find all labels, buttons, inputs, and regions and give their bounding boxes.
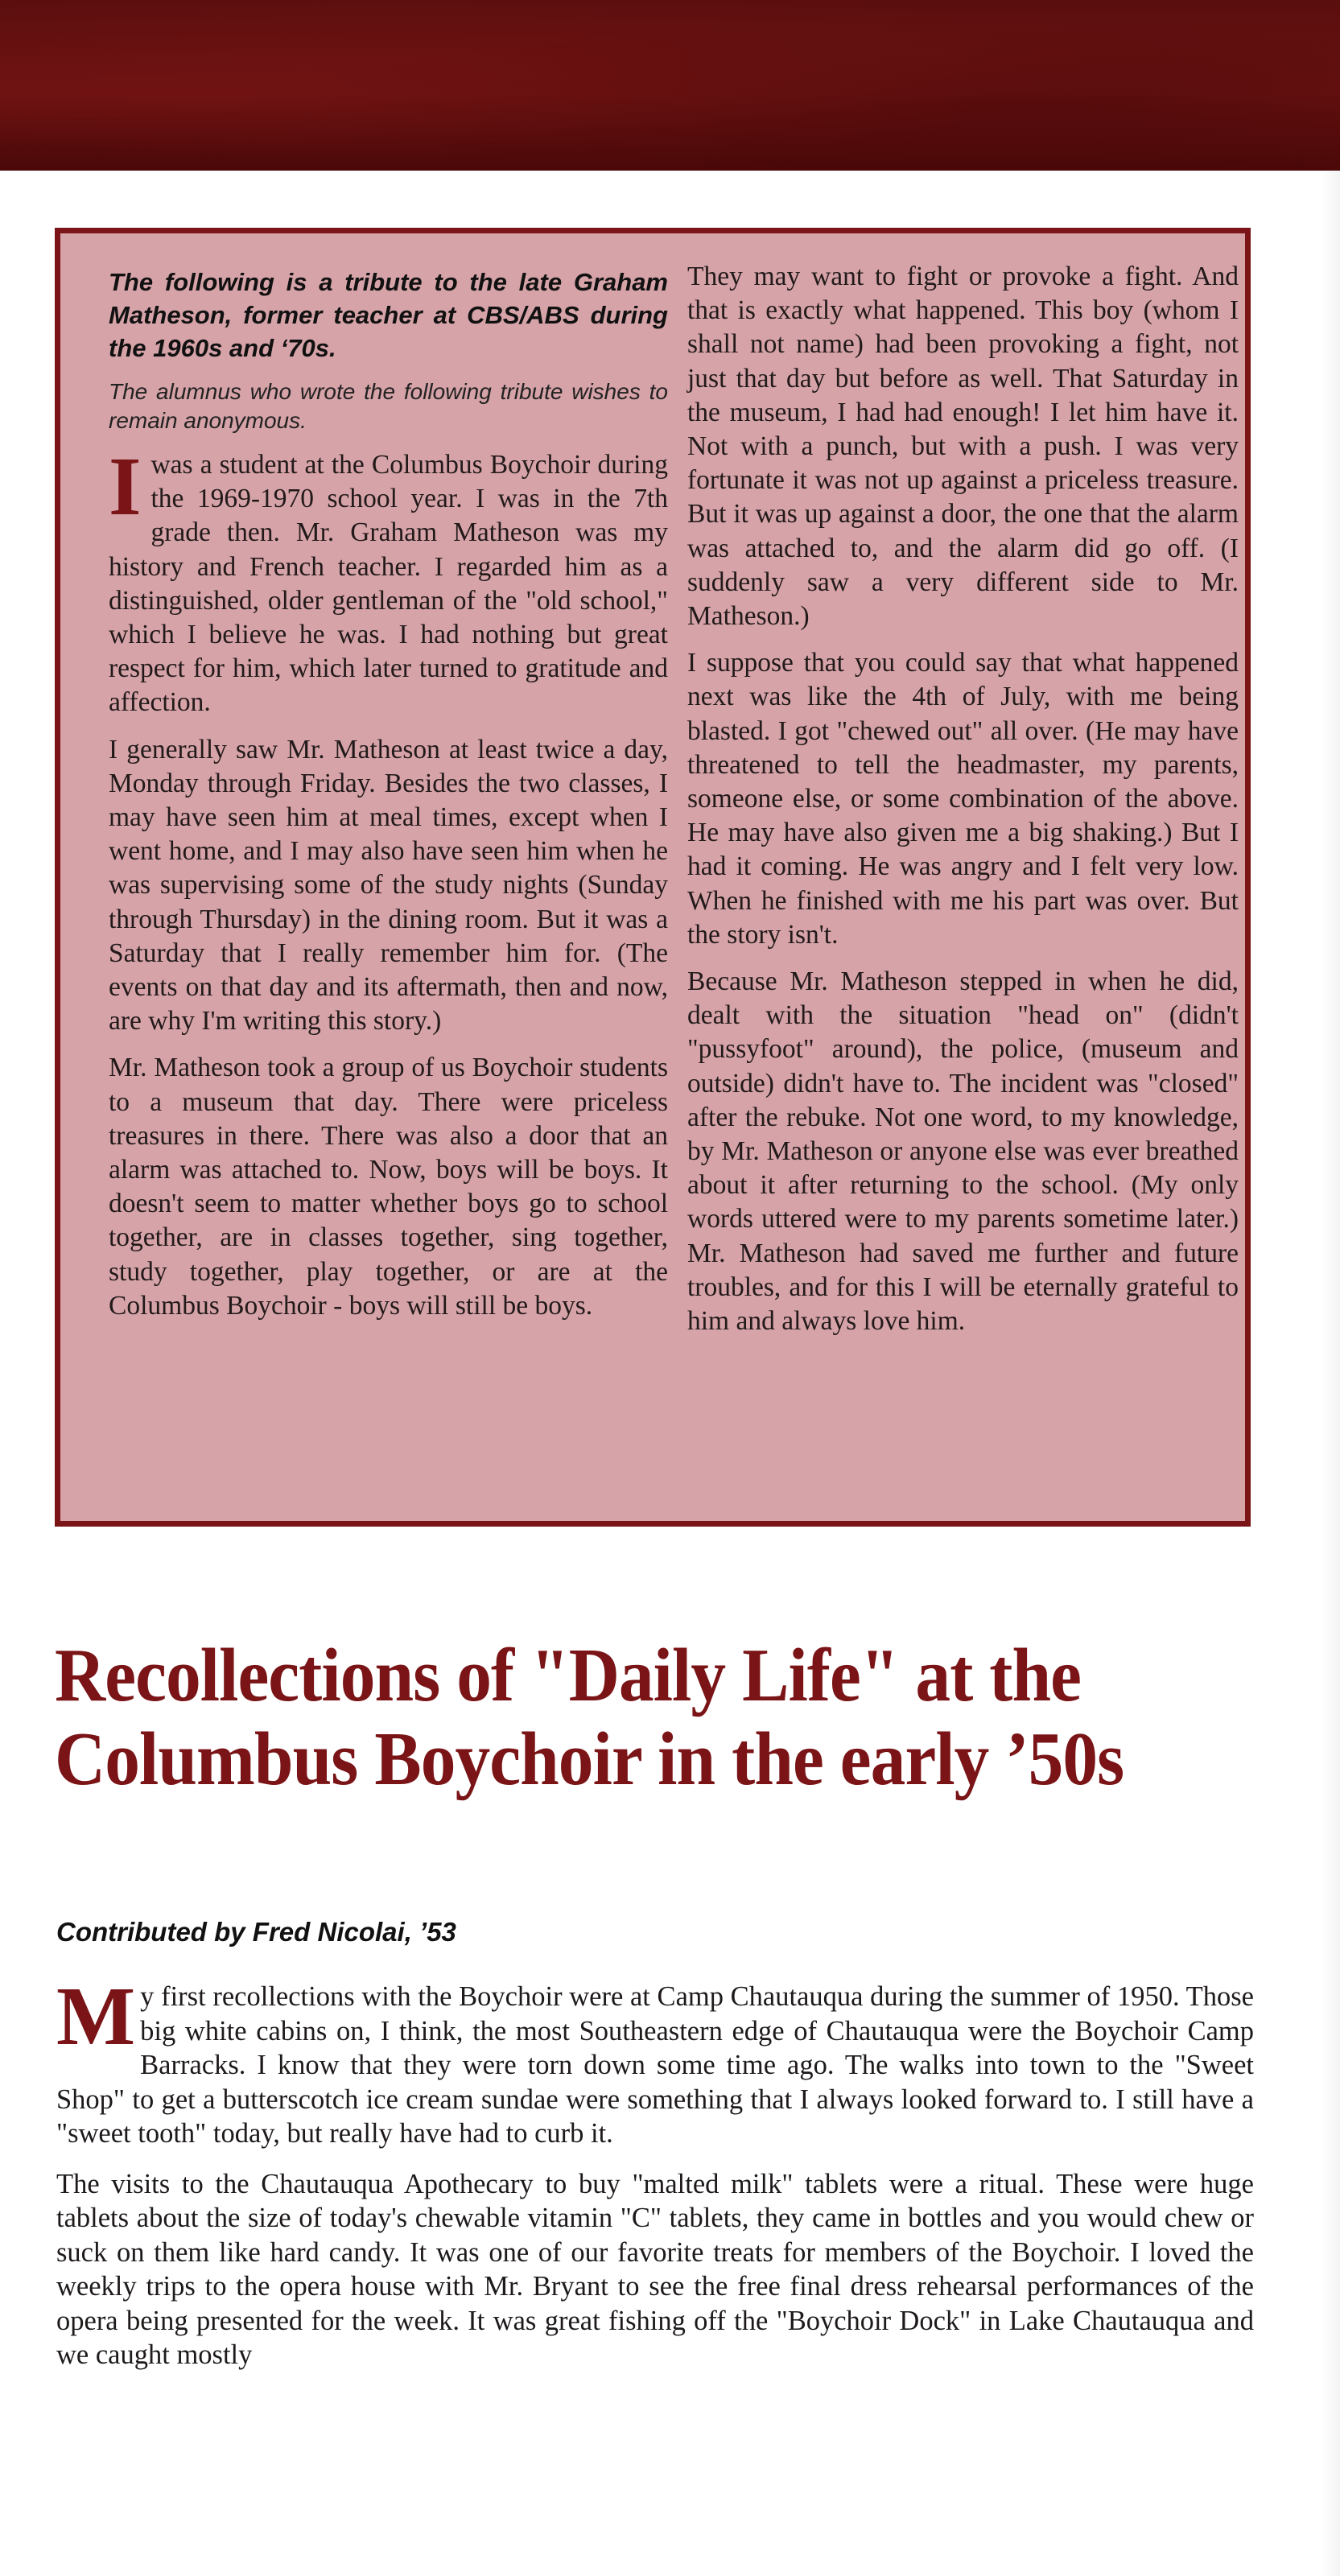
article-paragraph-1	[56, 1970, 1254, 2151]
tribute-anonymous-note: The alumnus who wrote the following tribute wishes to remain anonymous.	[109, 379, 668, 433]
tribute-paragraph-1-text: was a student at the Columbus Boychoir during the 1969-1970 school year. I was in the 7th grade then. Mr. Graham Matheson was my history and French teacher. I regarded him as a distinguished, older gentleman of the "old school," which I believe he was. I had nothing but great respect for him, which later turned to gratitude and affection.	[109, 450, 668, 718]
page-edge	[1321, 171, 1340, 2576]
tribute-paragraph-5: I suppose that you could say that what happened next was like the 4th of July, with me being blasted. I got "chewed out" all over. (He may have threatened to tell the headmaster, my parents, someone else, or some combination of the above. He may have also given me a big shaking.) But I had it coming. He was angry and I felt very low. When he finished with me his part was over. But the story isn't.	[687, 648, 1239, 950]
tribute-paragraph-1	[109, 440, 668, 720]
article-title: Recollections of "Daily Life" at the Columbus Boychoir in the early ’50s	[55, 1634, 1124, 1801]
article-drop-cap: M	[56, 1970, 136, 2063]
tribute-right-column	[687, 260, 1239, 1351]
tribute-paragraph-3: Mr. Matheson took a group of us Boychoir students to a museum that day. There were priceless treasures in there. There was also a door that an alarm was attached to. Now, boys will be boys. It doesn't seem to matter whether boys go to school together, are in classes together, sing together, study together, play together, or are at the Columbus Boychoir - boys will still be boys.	[109, 1053, 668, 1321]
article-byline: Contributed by Fred Nicolai, ’53	[56, 1917, 456, 1947]
tribute-paragraph-4: They may want to fight or provoke a fight. And that is exactly what happened. This boy (whom I shall not name) had been provoking a fight, not just that day but before as well. That Saturday in the museum, I had had enough! I let him have it. Not with a punch, but with a push. I was very fortunate it was not up against a priceless treasure. But it was up against a door, the one that the alarm was attached to, and the alarm did go off. (I suddenly saw a very different side to Mr. Matheson.)	[687, 262, 1239, 632]
article-body	[56, 1970, 1254, 2388]
tribute-box	[55, 228, 1251, 1527]
tribute-paragraph-6: Because Mr. Matheson stepped in when he did, dealt with the situation "head on" (didn't "pussyfoot" around), the police, (museum and outside) didn't have to. The incident was "closed" after the rebuke. Not one word, to my knowledge, by Mr. Matheson or anyone else was ever breathed about it after returning to the school. (My only words uttered were to my parents sometime later.) Mr. Matheson had saved me further and future troubles, and for this I will be eternally grateful to him and always love him.	[687, 967, 1239, 1337]
header-band	[0, 0, 1340, 171]
article-paragraph-1-text: y first recollections with the Boychoir were at Camp Chautauqua during the summer of 1950. Those big white cabins on, I think, the most Southeastern edge of Chautauqua were the Boychoir Camp Barracks. I know that they were torn down some time ago. The walks into town to the "Sweet Shop" to get a butterscotch ice cream sundae were something that I always looked forward to. I still have a "sweet tooth" today, but really have had to curb it.	[56, 1981, 1254, 2149]
tribute-left-column	[109, 266, 668, 1336]
tribute-drop-cap: I	[109, 440, 142, 533]
tribute-intro: The following is a tribute to the late Graham Matheson, former teacher at CBS/ABS during the 1960s and ‘70s.	[109, 268, 668, 362]
article-paragraph-2: The visits to the Chautauqua Apothecary to buy "malted milk" tablets were a ritual. These were huge tablets about the size of today's chewable vitamin "C" tablets, they came in bottles and you would chew or suck on them like hard candy. It was one of our favorite treats for members of the Boychoir. I loved the weekly trips to the opera house with Mr. Bryant to see the free final dress rehearsal performances of the opera being presented for the week. It was great fishing off the "Boychoir Dock" in Lake Chautauqua and we caught mostly	[56, 2168, 1254, 2370]
tribute-paragraph-2: I generally saw Mr. Matheson at least twice a day, Monday through Friday. Besides the two classes, I may have seen him at meal times, except when I went home, and I may also have seen him when he was supervising some of the study nights (Sunday through Thursday) in the dining room. But it was a Saturday that I really remember him for. (The events on that day and its aftermath, then and now, are why I'm writing this story.)	[109, 734, 668, 1037]
